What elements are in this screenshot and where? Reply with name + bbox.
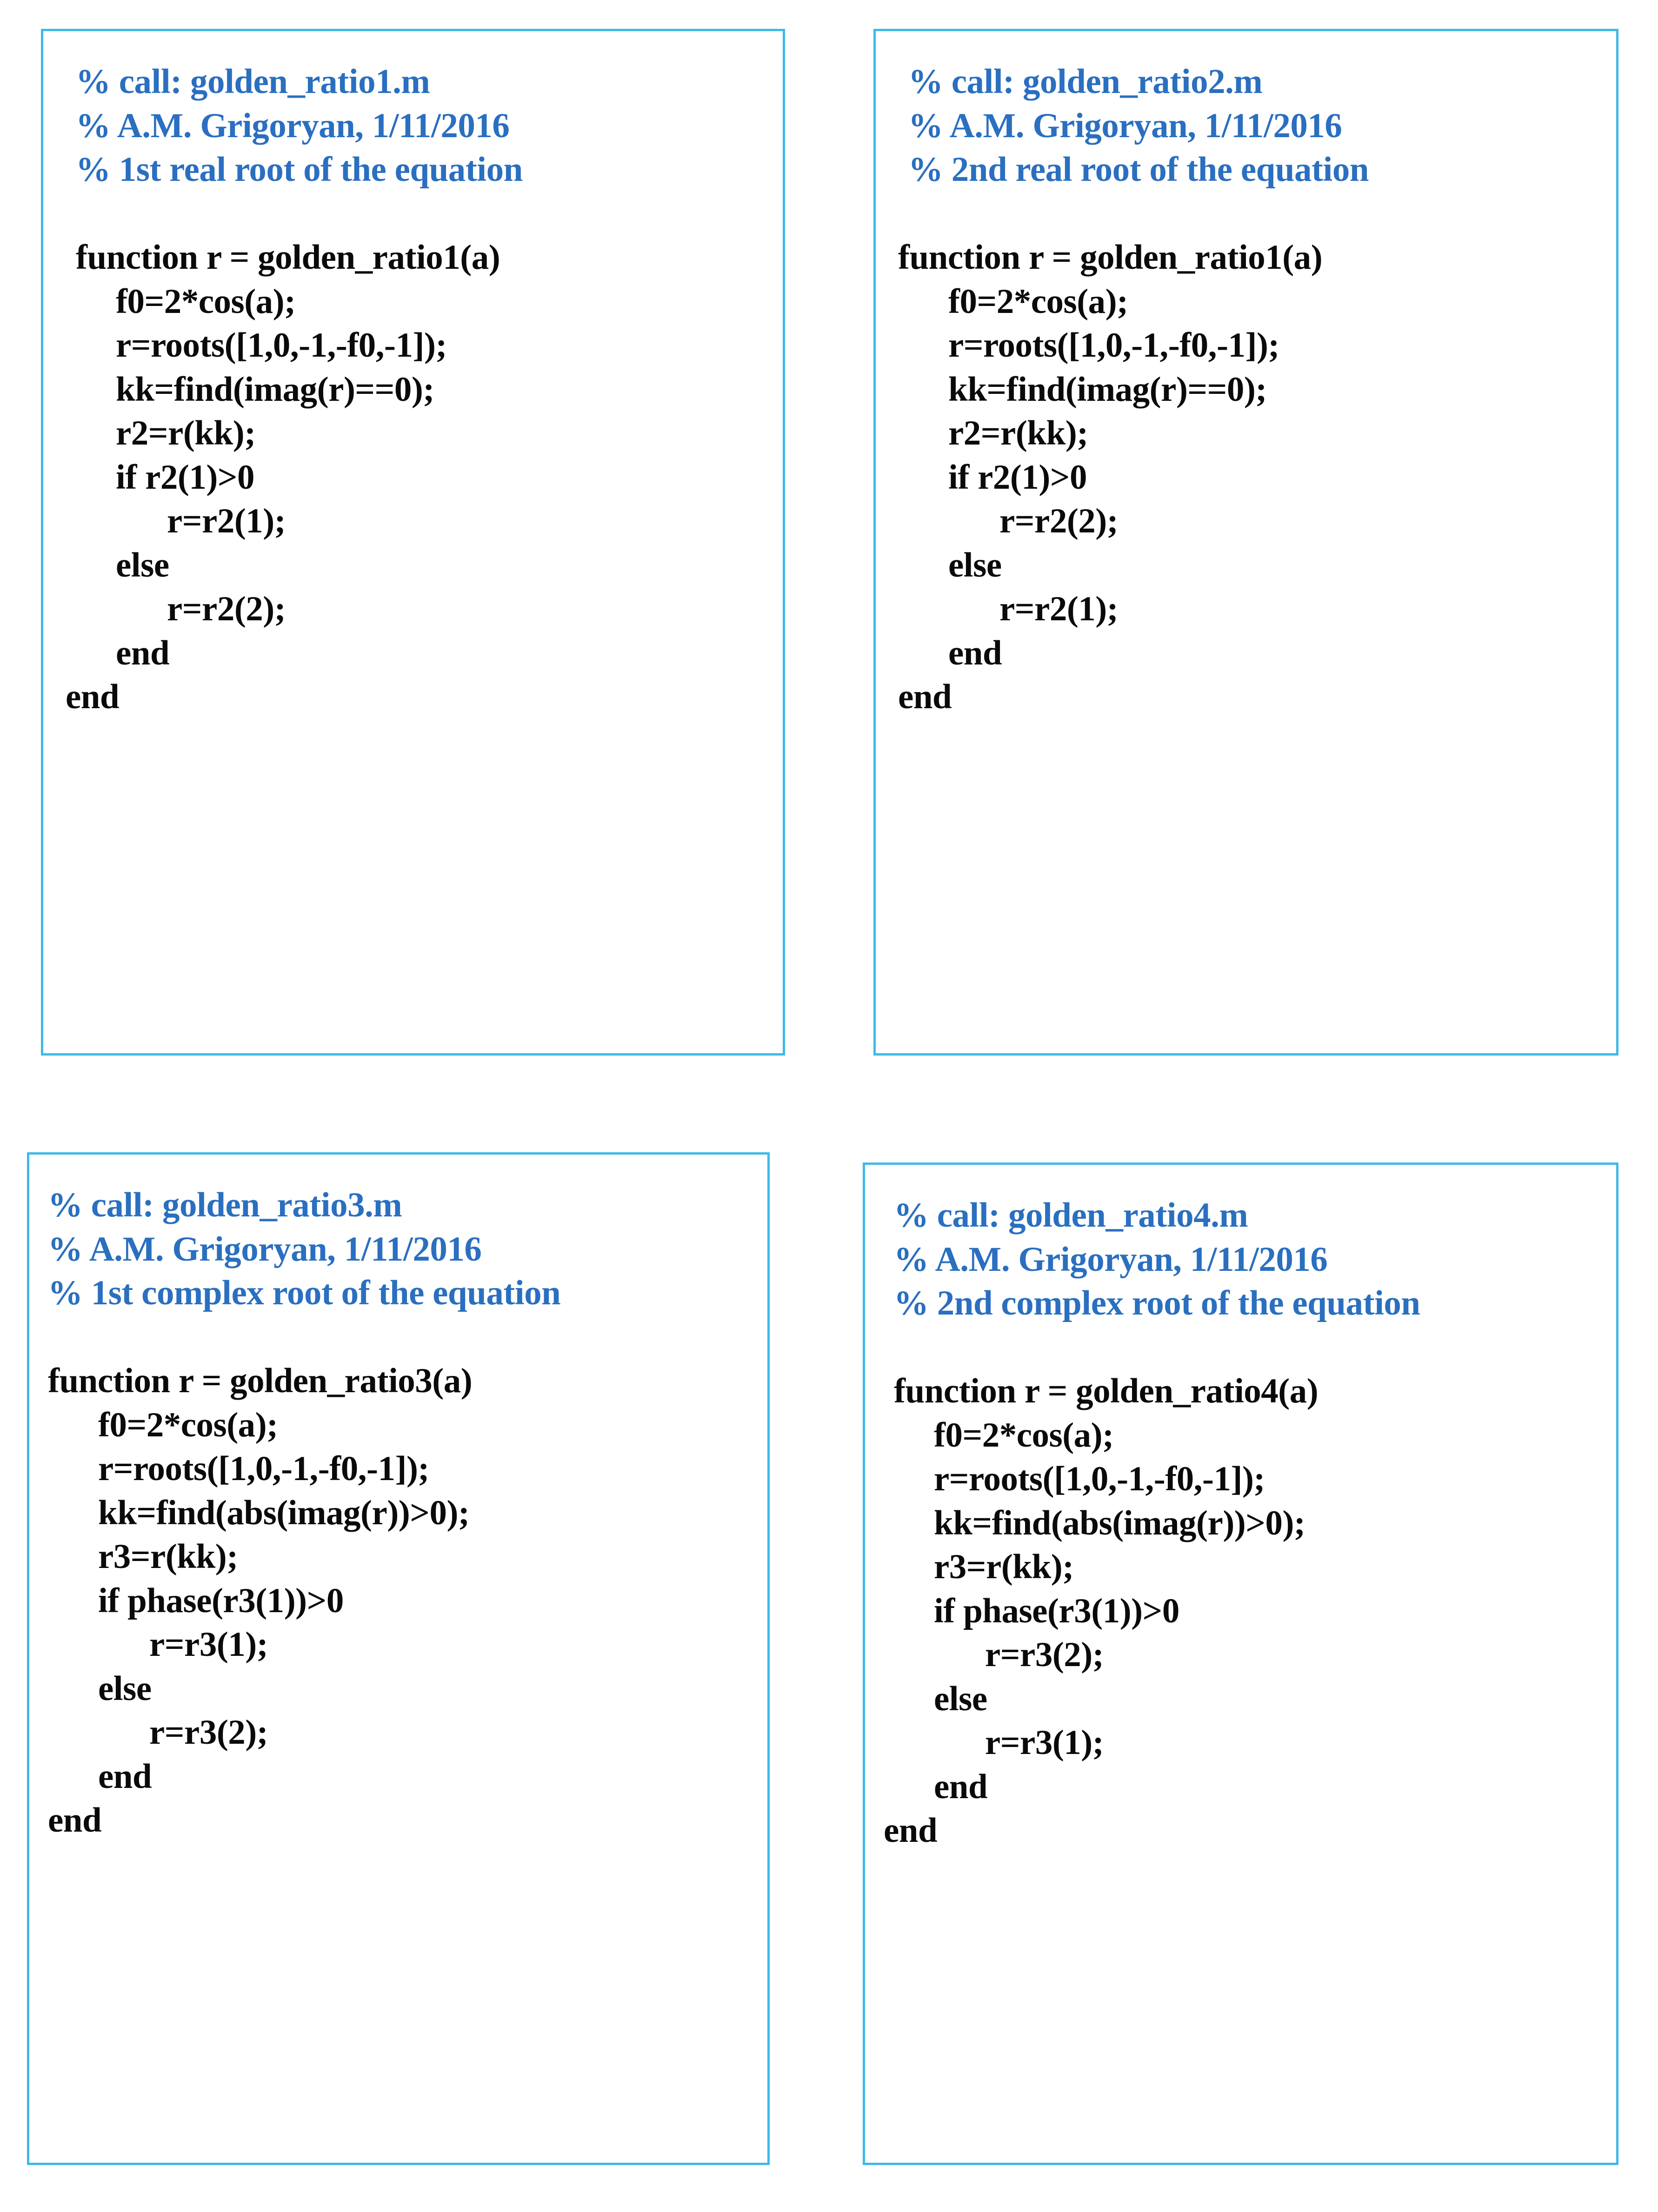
code-comment-line: % call: golden_ratio3.m [48, 1186, 402, 1224]
code-blank-line [66, 192, 764, 236]
code-blank-line [884, 1326, 1598, 1370]
code-line: end [884, 1811, 938, 1850]
code-line: kk=find(imag(r)==0); [948, 370, 1267, 409]
code-line: else [948, 545, 1002, 585]
code-line: end [948, 633, 1002, 672]
code-line: f0=2*cos(a); [98, 1405, 278, 1444]
code-line: r=roots([1,0,-1,-f0,-1]); [934, 1460, 1265, 1498]
code-line: if r2(1)>0 [116, 458, 255, 497]
code-line: r=roots([1,0,-1,-f0,-1]); [116, 326, 447, 365]
code-line: r=r2(2); [999, 502, 1119, 540]
code-line: end [898, 678, 952, 716]
code-line: else [98, 1669, 152, 1708]
code-line: end [66, 678, 120, 716]
code-listing [865, 1165, 1616, 2163]
code-comment-line: % call: golden_ratio2.m [908, 62, 1263, 101]
code-line: end [48, 1801, 102, 1840]
code-line: r=r2(1); [999, 590, 1119, 628]
code-line: r=r3(1); [149, 1625, 268, 1664]
code-comment-line: % call: golden_ratio4.m [894, 1196, 1248, 1235]
code-line: function r = golden_ratio4(a) [894, 1372, 1318, 1410]
code-comment-line: % 1st real root of the equation [76, 150, 523, 189]
code-line: end [934, 1767, 988, 1806]
code-comment-line: % 2nd real root of the equation [908, 150, 1369, 189]
code-line: if phase(r3(1))>0 [934, 1591, 1179, 1630]
code-line: f0=2*cos(a); [948, 282, 1128, 321]
code-line: r3=r(kk); [934, 1548, 1074, 1586]
code-line: function r = golden_ratio1(a) [898, 238, 1323, 277]
code-line: kk=find(abs(imag(r))>0); [934, 1503, 1305, 1542]
code-listing [29, 1155, 767, 2163]
code-panel-golden-ratio-3 [27, 1152, 770, 2165]
code-comment-line: % A.M. Grigoryan, 1/11/2016 [48, 1229, 482, 1269]
code-comment-line: % A.M. Grigoryan, 1/11/2016 [908, 106, 1342, 145]
code-line: if phase(r3(1))>0 [98, 1581, 344, 1620]
code-listing [43, 31, 783, 1053]
code-comment-line: % 1st complex root of the equation [48, 1274, 561, 1312]
code-line: r=r3(2); [149, 1713, 268, 1752]
code-line: r2=r(kk); [948, 414, 1088, 452]
code-line: r3=r(kk); [98, 1537, 238, 1576]
code-comment-line: % 2nd complex root of the equation [894, 1284, 1420, 1322]
code-panel-golden-ratio-1 [41, 29, 785, 1056]
code-line: r=r2(1); [167, 502, 286, 540]
code-line: else [934, 1679, 987, 1718]
code-line: function r = golden_ratio3(a) [48, 1362, 473, 1400]
code-line: f0=2*cos(a); [116, 282, 296, 321]
code-comment-line: % call: golden_ratio1.m [76, 62, 430, 101]
code-line: end [116, 633, 170, 672]
code-line: r=r2(2); [167, 590, 286, 628]
code-line: kk=find(imag(r)==0); [116, 370, 434, 409]
code-panel-golden-ratio-2 [873, 29, 1618, 1056]
code-comment-line: % A.M. Grigoryan, 1/11/2016 [76, 106, 510, 145]
code-line: kk=find(abs(imag(r))>0); [98, 1493, 470, 1532]
code-line: r=roots([1,0,-1,-f0,-1]); [948, 326, 1279, 365]
code-line: f0=2*cos(a); [934, 1415, 1114, 1455]
code-listing [876, 31, 1616, 1053]
code-line: r2=r(kk); [116, 414, 256, 452]
code-line: r=r3(1); [985, 1723, 1104, 1762]
code-line: else [116, 545, 169, 585]
code-line: function r = golden_ratio1(a) [76, 238, 500, 277]
code-line: r=roots([1,0,-1,-f0,-1]); [98, 1449, 429, 1488]
code-line: end [98, 1757, 152, 1796]
code-line: if r2(1)>0 [948, 458, 1087, 497]
code-line: r=r3(2); [985, 1635, 1104, 1674]
code-panel-golden-ratio-4 [863, 1162, 1618, 2165]
code-blank-line [898, 192, 1598, 236]
code-blank-line [48, 1315, 749, 1360]
code-comment-line: % A.M. Grigoryan, 1/11/2016 [894, 1240, 1328, 1279]
